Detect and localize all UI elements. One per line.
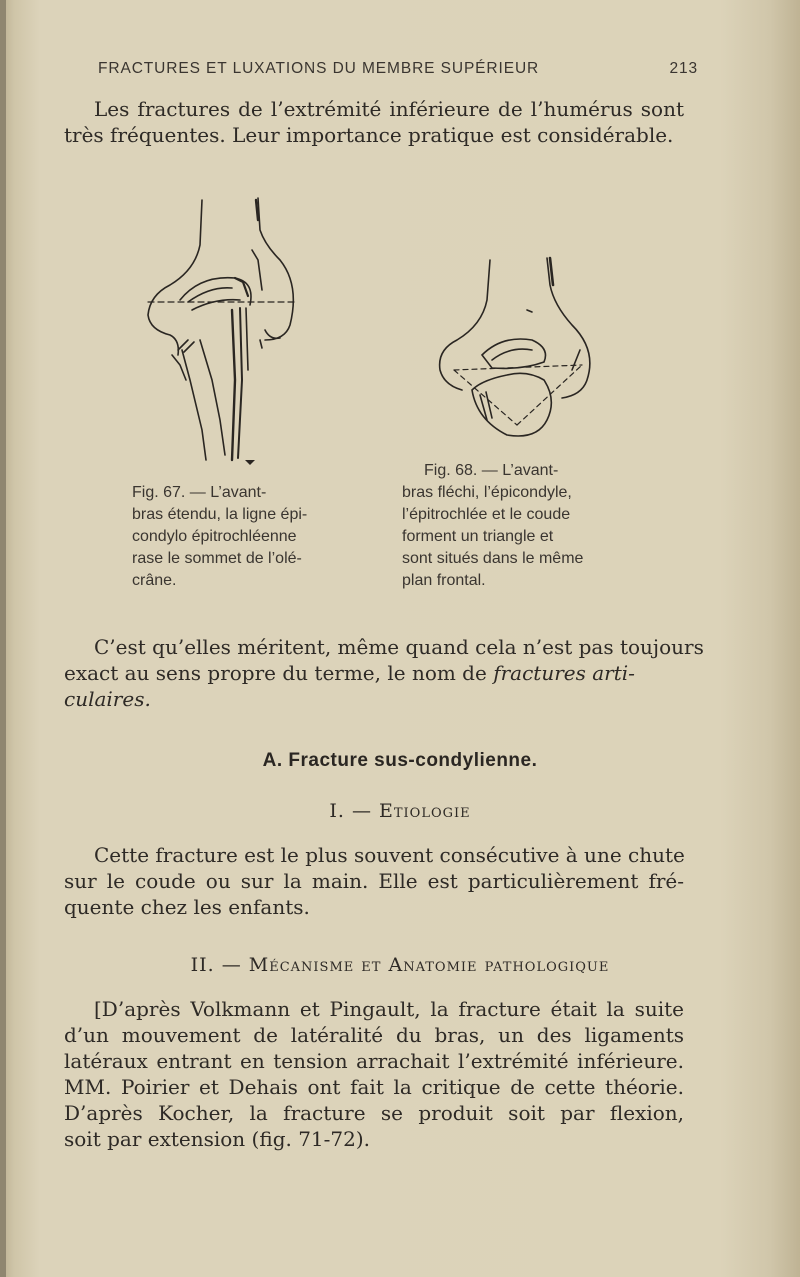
page-edge — [0, 0, 6, 1277]
section-2-numeral: II. — — [190, 954, 249, 976]
figure-68-caption — [402, 460, 642, 592]
etiology-line: Cette fracture est le plus souvent consécutive à une chute — [94, 843, 685, 867]
section-a-heading: A. Fracture sus-condylienne. — [262, 750, 538, 771]
section-1-numeral: I. — — [329, 800, 379, 822]
caption-line: condylo épitrochléenne — [132, 528, 297, 545]
caption-line: sont situés dans le même — [402, 550, 584, 567]
articular-line — [64, 686, 684, 712]
mechanism-line: soit par extension (fig. 71-72). — [64, 1127, 371, 1151]
caption-line: forment un triangle et — [402, 528, 554, 545]
caption-line: l’épitrochlée et le coude — [402, 506, 571, 523]
articular-text: exact au sens propre du terme, le nom de — [64, 661, 494, 685]
caption-line: plan frontal. — [402, 572, 486, 589]
section-2-title: Mécanisme et Anatomie pathologique — [248, 954, 610, 976]
mechanism-line: [D’après Volkmann et Pingault, la fracture était la suite — [94, 997, 684, 1021]
caption-line: Fig. 68. — L’avant- — [424, 462, 559, 479]
figure-68-elbow-flexed — [432, 250, 602, 450]
mechanism-line: D’après Kocher, la fracture se produit soit par flexion, — [64, 1101, 684, 1125]
section-1-heading — [0, 800, 800, 822]
caption-line: crâne. — [132, 572, 177, 589]
caption-line: Fig. 67. — L’avant- — [132, 484, 267, 501]
articular-line: C’est qu’elles méritent, même quand cela n’est pas toujours — [94, 635, 704, 659]
figure-67-caption — [132, 482, 342, 592]
etiology-line: quente chez les enfants. — [64, 895, 310, 919]
caption-line: bras étendu, la ligne épi- — [132, 506, 308, 523]
etiology-paragraph — [64, 842, 684, 920]
intro-line: Les fractures de l’extrémité inférieure de l’humérus sont — [94, 97, 684, 121]
intro-line: très fréquentes. Leur importance pratique est considérable. — [64, 123, 674, 147]
running-header — [98, 60, 698, 86]
etiology-line: sur le coude ou sur la main. Elle est particulièrement fré- — [64, 869, 684, 893]
figure-67-elbow-extended — [140, 190, 310, 475]
caption-line: rase le sommet de l’olé- — [132, 550, 302, 567]
page-number: 213 — [669, 60, 698, 77]
mechanism-line: latéraux entrant en tension arrachait l’extrémité inférieure. — [64, 1049, 684, 1073]
caption-line: bras fléchi, l’épicondyle, — [402, 484, 572, 501]
articular-paragraph — [64, 634, 704, 712]
section-2-heading — [0, 954, 800, 976]
section-1-title: Etiologie — [378, 800, 471, 822]
intro-paragraph — [64, 96, 684, 148]
articular-line — [64, 660, 684, 686]
mechanism-line: d’un mouvement de latéralité du bras, un des ligaments — [64, 1023, 684, 1047]
header-title: FRACTURES ET LUXATIONS DU MEMBRE SUPÉRIEUR — [98, 60, 540, 77]
articular-term: fractures arti- — [493, 661, 635, 685]
mechanism-line: MM. Poirier et Dehais ont fait la critique de cette théorie. — [64, 1075, 684, 1099]
articular-term-end: culaires. — [64, 687, 151, 711]
mechanism-paragraph — [64, 996, 684, 1152]
